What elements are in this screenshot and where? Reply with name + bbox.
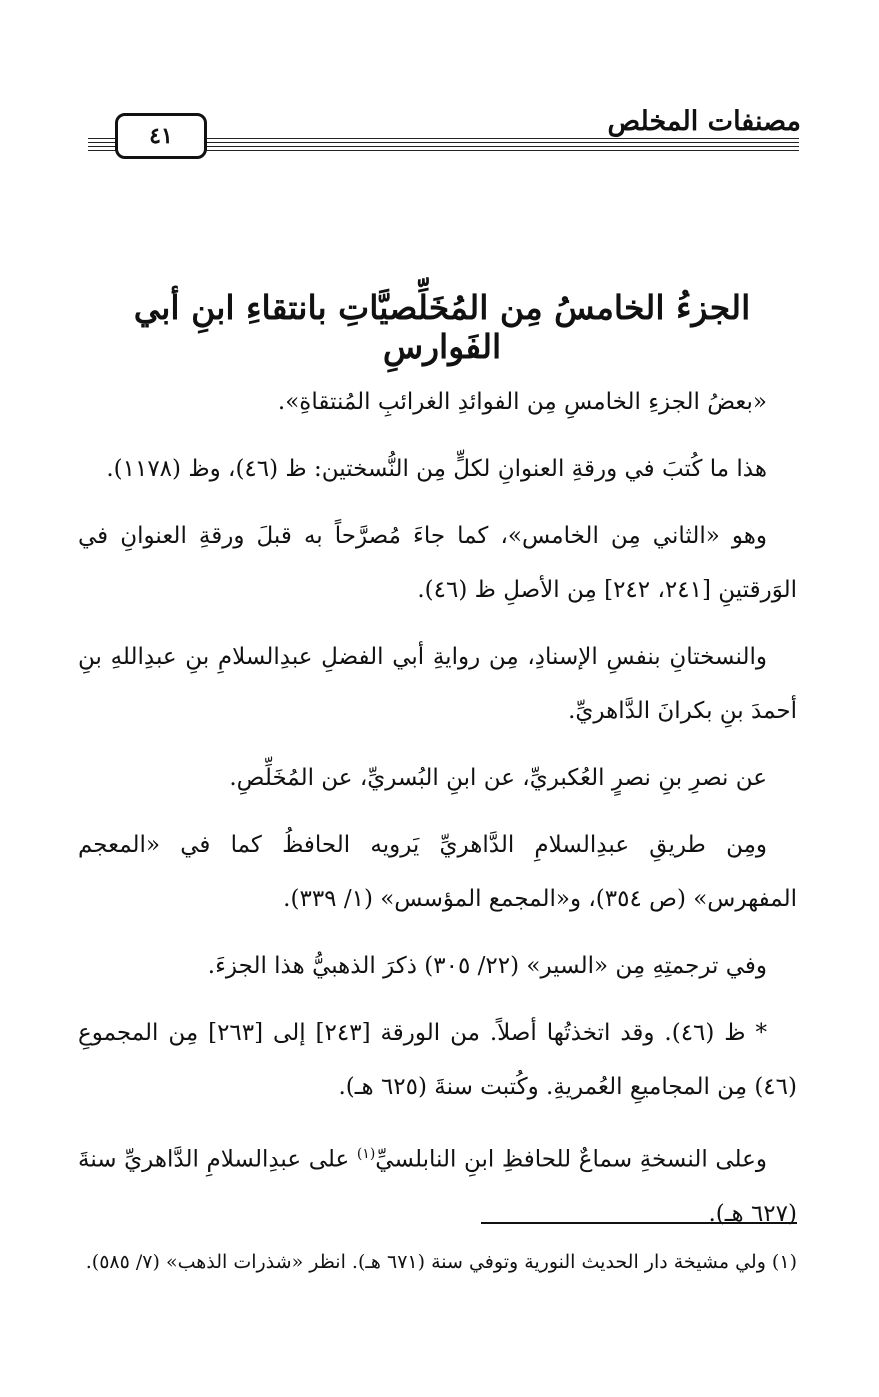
paragraph-8: * ظ (٤٦). وقد اتخذتُها أصلاً. من الورقة [٢٤٣] إلى [٢٦٣] مِن المجموعِ (٤٦) مِن المجاميعِ العُمريةِ. وكُتبت سنةَ (٦٢٥ هـ). bbox=[78, 1020, 797, 1100]
paragraph-3: وهو «الثاني مِن الخامس»، كما جاءَ مُصرَّحاً به قبلَ ورقةِ العنوانِ في الوَرقتينِ [٢٤١، ٢٤٢] مِن الأصلِ ظ (٤٦). bbox=[78, 523, 797, 603]
paragraph-4: والنسختانِ بنفسِ الإسنادِ، مِن روايةِ أبي الفضلِ عبدِالسلامِ بنِ عبدِاللهِ بنِ أحمدَ بنِ بكرانَ الدَّاهريِّ. bbox=[78, 644, 797, 724]
paragraph-6: ومِن طريقِ عبدِالسلامِ الدَّاهريِّ يَرويه الحافظُ كما في «المعجم المفهرس» (ص ٣٥٤)، و«المجمع المؤسس» (١/ ٣٣٩). bbox=[78, 832, 797, 912]
footnote-separator bbox=[481, 1222, 797, 1224]
footnote-reference[interactable]: (١) bbox=[356, 1146, 376, 1162]
paragraph-9-text-a: وعلى النسخةِ سماعٌ للحافظِ ابنِ النابلسيِّ bbox=[375, 1146, 767, 1173]
paragraph-7: وفي ترجمتِهِ مِن «السير» (٢٢/ ٣٠٥) ذكرَ الذهبيُّ هذا الجزءَ. bbox=[207, 953, 767, 979]
paragraph-2: هذا ما كُتبَ في ورقةِ العنوانِ لكلٍّ مِن النُّسختين: ظ (٤٦)، وظ (١١٧٨). bbox=[106, 456, 767, 482]
paragraph-1: «بعضُ الجزءِ الخامسِ مِن الفوائدِ الغرائبِ المُنتقاةِ». bbox=[277, 389, 767, 415]
paragraph-5: عن نصرِ بنِ نصرٍ العُكبريِّ، عن ابنِ البُسريِّ، عن المُخَلِّصِ. bbox=[229, 765, 767, 791]
chapter-title: الجزءُ الخامسُ مِن المُخَلِّصيَّاتِ بانتقاءِ ابنِ أبي الفَوارسِ bbox=[133, 288, 751, 366]
body-text bbox=[78, 375, 797, 1254]
paragraph-9-text-b: على عبدِالسلامِ الدَّاهريِّ سنةَ (٦٢٧ هـ). bbox=[78, 1146, 797, 1227]
running-header-title: مصنفات المخلص bbox=[607, 106, 801, 137]
page-number-box bbox=[115, 113, 207, 159]
page-number: ٤١ bbox=[149, 123, 173, 149]
footnote-1: (١) ولي مشيخة دار الحديث النورية وتوفي سنة (٦٧١ هـ). انظر «شذرات الذهب» (٧/ ٥٨٥). bbox=[85, 1251, 797, 1273]
